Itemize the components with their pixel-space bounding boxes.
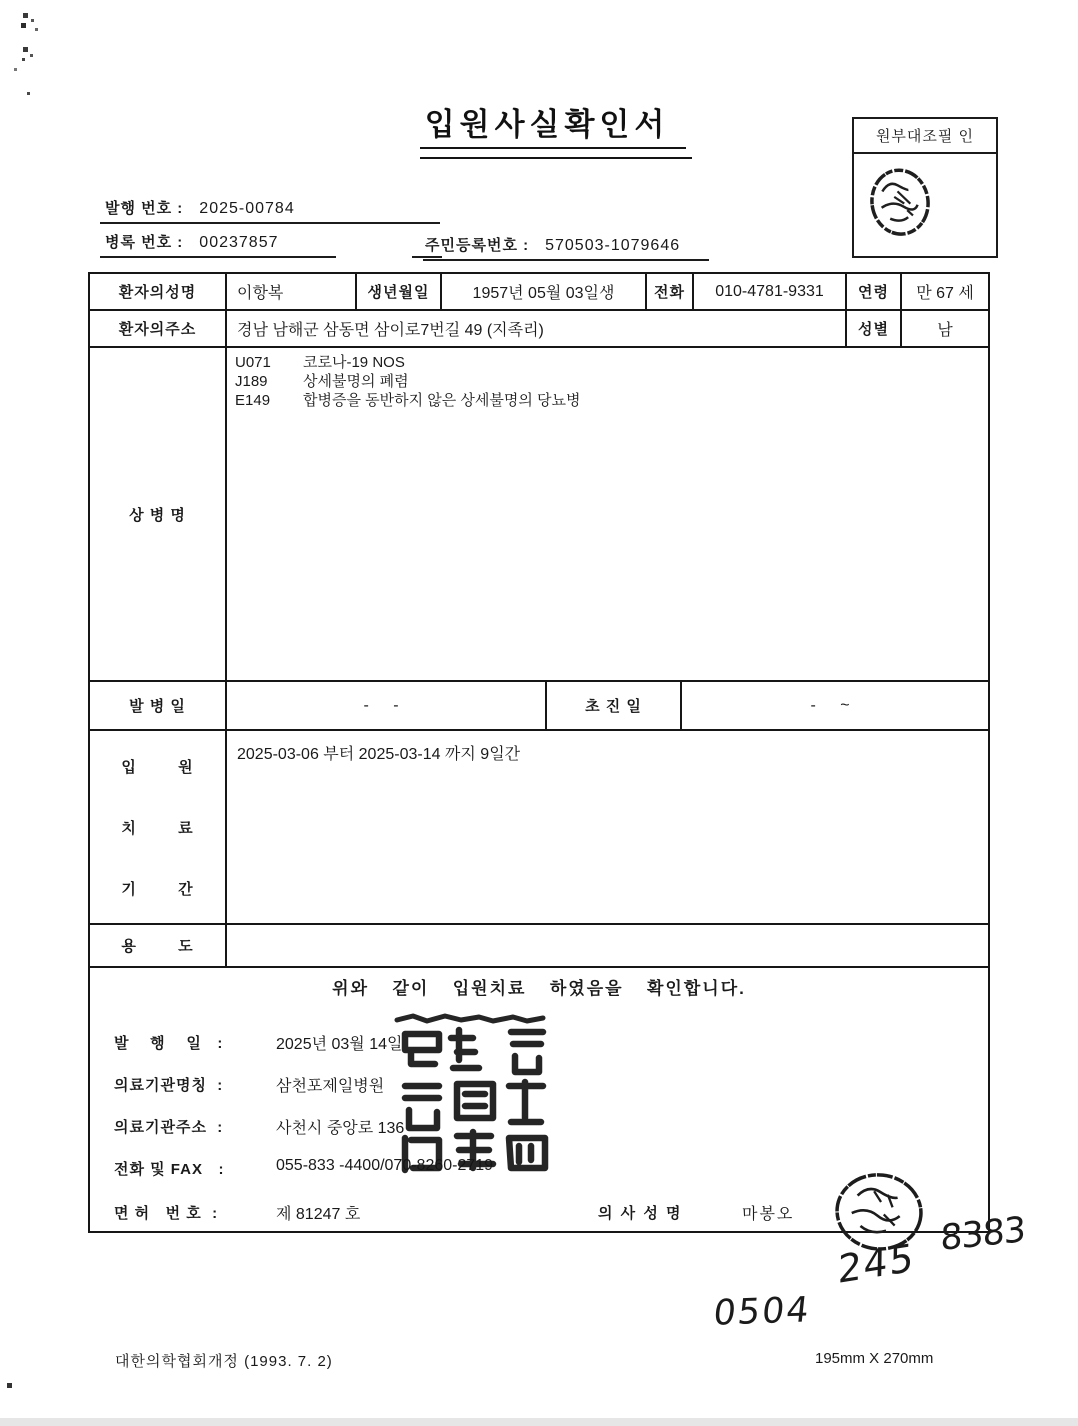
phone-fax-label: 전화 및 FAX : bbox=[114, 1161, 225, 1178]
row-patient-address bbox=[90, 311, 988, 348]
issue-number-row bbox=[105, 197, 295, 218]
purpose-label: 용 도 bbox=[90, 925, 227, 966]
hospital-director-seal-icon bbox=[393, 1012, 559, 1186]
record-number-label: 병록 번호 : bbox=[105, 234, 184, 251]
diagnosis-code: E149 bbox=[235, 392, 271, 409]
admission-label-line2: 치 료 bbox=[121, 819, 194, 837]
issue-number-underline bbox=[100, 222, 440, 224]
purpose-value bbox=[227, 925, 988, 966]
diagnosis-list bbox=[227, 348, 988, 680]
patient-name-label: 환자의성명 bbox=[90, 274, 227, 309]
admission-period-value: 2025-03-06 부터 2025-03-14 까지 9일간 bbox=[237, 746, 521, 763]
resident-number-value: 570503-1079646 bbox=[545, 237, 681, 254]
original-check-seal-box bbox=[852, 117, 998, 258]
row-purpose bbox=[90, 925, 988, 968]
onset-date-value: - - bbox=[227, 682, 547, 729]
birth-date-value: 1957년 05월 03일생 bbox=[442, 274, 647, 309]
institution-name-value: 삼천포제일병원 bbox=[276, 1078, 385, 1095]
phone-value: 010-4781-9331 bbox=[694, 274, 847, 309]
sex-label: 성별 bbox=[847, 311, 902, 346]
row-patient-name bbox=[90, 274, 988, 311]
doctor-name-label: 의 사 성 명 bbox=[598, 1205, 683, 1222]
admission-period-label bbox=[90, 731, 227, 923]
diagnosis-name: 코로나-19 NOS bbox=[303, 354, 405, 371]
issue-date-label: 발 행 일 : bbox=[114, 1035, 224, 1052]
issue-number-label: 발행 번호 : bbox=[105, 200, 184, 217]
onset-date-label: 발 병 일 bbox=[90, 682, 227, 729]
row-admission-period bbox=[90, 731, 988, 925]
page-title: 입원사실확인서 bbox=[424, 107, 670, 142]
diagnosis-name: 상세불명의 폐렴 bbox=[303, 373, 409, 390]
scanner-edge-strip bbox=[0, 1418, 1078, 1426]
phone-label: 전화 bbox=[647, 274, 694, 309]
diagnosis-code: J189 bbox=[235, 373, 268, 390]
round-ink-stamp-icon bbox=[866, 163, 936, 241]
diagnosis-item bbox=[235, 353, 405, 372]
doctor-name-value: 마봉오 bbox=[742, 1206, 795, 1223]
record-number-row bbox=[105, 231, 278, 252]
address-label: 환자의주소 bbox=[90, 311, 227, 346]
diagnosis-name: 합병증을 동반하지 않은 상세불명의 당뇨병 bbox=[303, 392, 581, 409]
institution-address-label: 의료기관주소 : bbox=[114, 1119, 224, 1136]
row-diagnosis bbox=[90, 348, 988, 682]
title-underline-2 bbox=[420, 157, 692, 159]
handwritten-part-3: 8383 bbox=[940, 1209, 1025, 1260]
footer-paper-size: 195mm X 270mm bbox=[815, 1350, 934, 1367]
confirmation-sentence: 위와 같이 입원치료 하였음을 확인합니다. bbox=[332, 979, 746, 998]
age-label: 연령 bbox=[847, 274, 902, 309]
birth-date-label: 생년월일 bbox=[357, 274, 442, 309]
diagnosis-label: 상 병 명 bbox=[90, 348, 227, 680]
first-visit-label: 초 진 일 bbox=[547, 682, 682, 729]
resident-number-row bbox=[425, 234, 680, 255]
address-value: 경남 남해군 삼동면 삼이로7번길 49 (지족리) bbox=[227, 311, 847, 346]
age-value: 만 67 세 bbox=[916, 285, 974, 302]
original-check-seal-label: 원부대조필 인 bbox=[854, 119, 996, 154]
handwritten-part-2: 245 bbox=[837, 1234, 916, 1292]
row-onset-date bbox=[90, 682, 988, 731]
title-underline-1 bbox=[420, 147, 686, 149]
record-number-underline-dash bbox=[412, 256, 442, 258]
issue-date-value: 2025년 03월 14일 bbox=[276, 1036, 403, 1053]
license-number-label: 면 허 번 호 : bbox=[114, 1205, 219, 1222]
sex-value: 남 bbox=[937, 322, 953, 339]
issue-number-value: 2025-00784 bbox=[199, 200, 295, 217]
resident-number-underline bbox=[423, 259, 709, 261]
record-number-underline bbox=[100, 256, 336, 258]
diagnosis-item bbox=[235, 372, 409, 391]
phone-fax-value: 055-833 -4400/070-8260-2719 bbox=[276, 1157, 494, 1174]
admission-label-line3: 기 간 bbox=[121, 880, 194, 898]
institution-name-label: 의료기관명칭 : bbox=[114, 1077, 224, 1094]
scan-noise-specks bbox=[0, 0, 3, 3]
admission-label-line1: 입 원 bbox=[121, 758, 194, 776]
diagnosis-item bbox=[235, 391, 581, 410]
footer-association-text: 대한의학협회개정 (1993. 7. 2) bbox=[115, 1353, 333, 1370]
resident-number-label: 주민등록번호 : bbox=[425, 237, 530, 254]
institution-address-value: 사천시 중앙로 136 bbox=[276, 1120, 405, 1137]
license-number-value: 제 81247 호 bbox=[276, 1206, 361, 1223]
record-number-value: 00237857 bbox=[199, 234, 279, 251]
handwritten-part-1: 0504 bbox=[711, 1290, 813, 1334]
patient-name-value: 이항복 bbox=[227, 274, 357, 309]
first-visit-value: - ~ bbox=[810, 696, 860, 714]
diagnosis-code: U071 bbox=[235, 354, 271, 371]
